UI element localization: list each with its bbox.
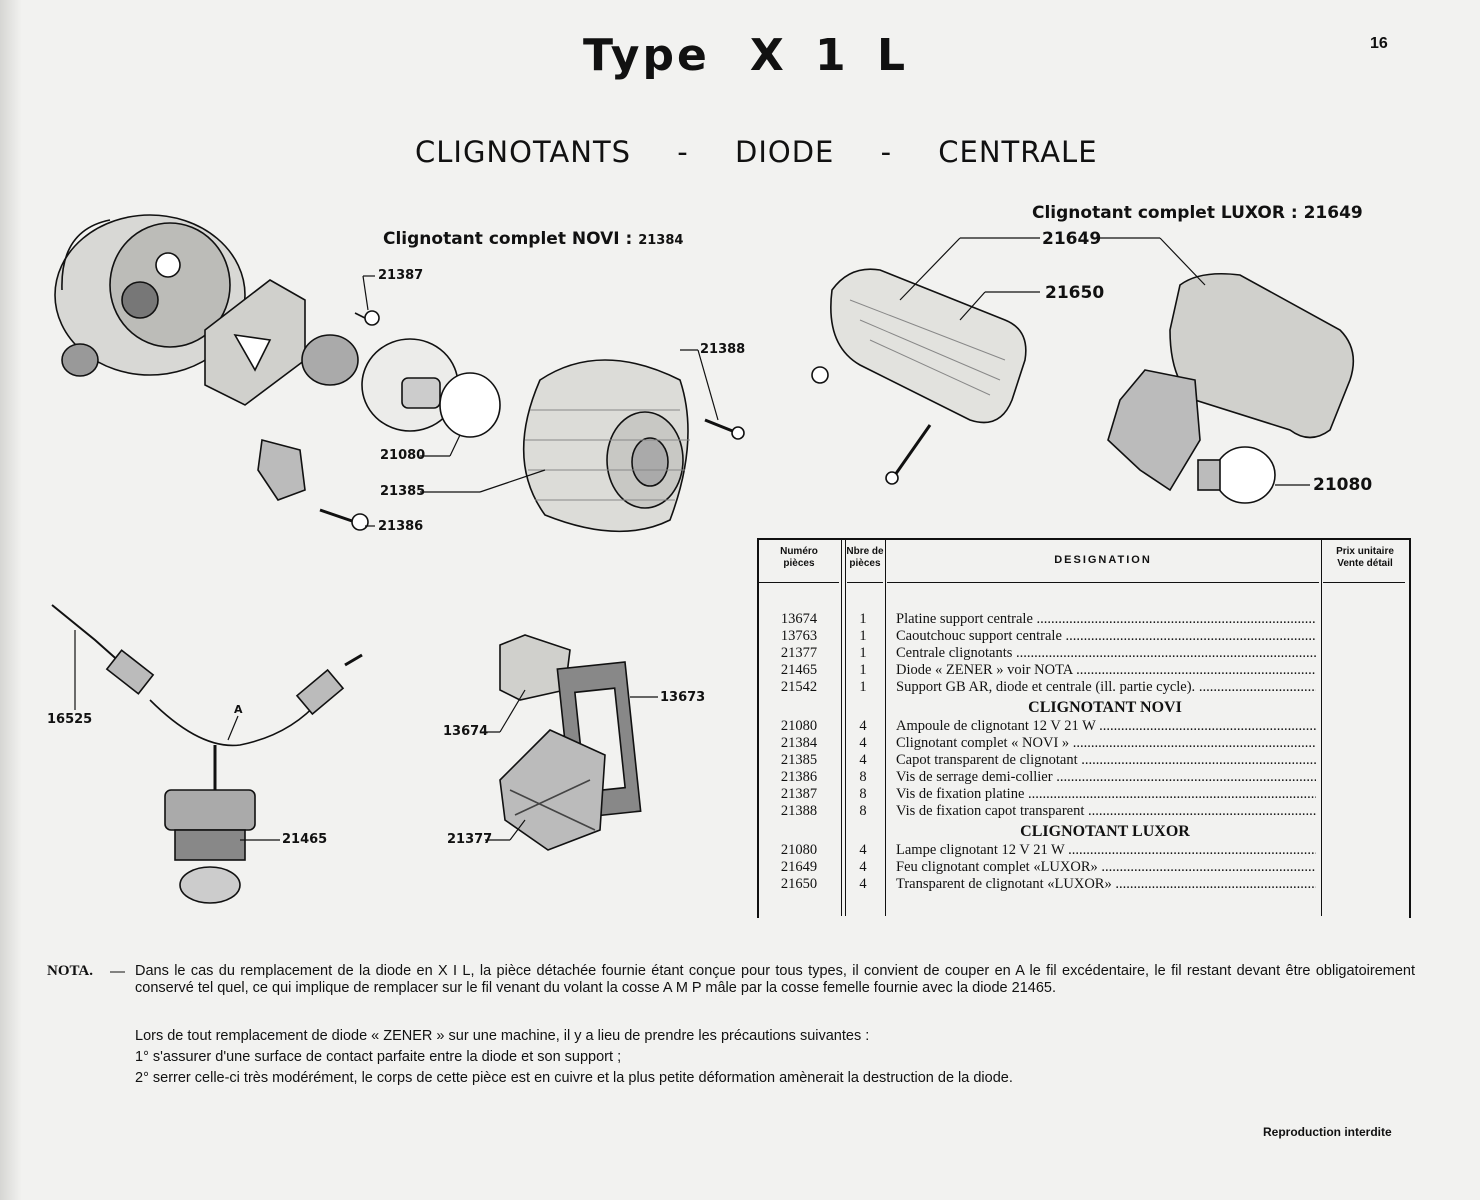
header-price-line1: Prix unitaire bbox=[1336, 546, 1394, 557]
row-designation: Lampe clignotant 12 V 21 W ..... bbox=[896, 842, 1316, 859]
table-row bbox=[757, 842, 1407, 859]
row-ref: 21542 bbox=[780, 679, 818, 695]
row-qty: 1 bbox=[859, 628, 867, 644]
callout-21650: 21650 bbox=[1045, 283, 1105, 303]
section-heading-luxor: CLIGNOTANT LUXOR bbox=[1020, 823, 1190, 840]
row-qty: 1 bbox=[859, 679, 867, 695]
table-header-rule bbox=[759, 582, 839, 583]
row-qty: 1 bbox=[859, 611, 867, 627]
header-qty bbox=[843, 546, 887, 570]
header-designation: DESIGNATION bbox=[1054, 554, 1152, 566]
title-model: X 1 L bbox=[749, 30, 914, 81]
row-designation: Diode « ZENER » voir NOTA ..... bbox=[896, 662, 1316, 679]
centrale-drawing bbox=[500, 635, 641, 850]
row-ref: 21080 bbox=[780, 718, 818, 734]
row-designation: Feu clignotant complet «LUXOR» ..... bbox=[896, 859, 1316, 876]
row-qty: 4 bbox=[859, 859, 867, 875]
callout-21386: 21386 bbox=[378, 519, 424, 534]
novi-caption bbox=[383, 229, 683, 249]
header-price-line2: Vente détail bbox=[1337, 558, 1393, 569]
row-ref: 21465 bbox=[780, 662, 818, 678]
callout-21649: 21649 bbox=[1042, 229, 1102, 249]
callout-21387: 21387 bbox=[378, 268, 424, 283]
table-row bbox=[757, 679, 1407, 696]
header-ref-line1: Numéro bbox=[780, 546, 818, 557]
novi-caption-number: 21384 bbox=[638, 233, 684, 248]
row-ref: 21650 bbox=[780, 876, 818, 892]
table-row bbox=[757, 628, 1407, 645]
row-designation: Caoutchouc support centrale ..... bbox=[896, 628, 1316, 645]
row-designation: Platine support centrale ..... bbox=[896, 611, 1316, 628]
screw-21388-drawing bbox=[705, 420, 744, 439]
row-ref: 21385 bbox=[780, 752, 818, 768]
table-row bbox=[757, 752, 1407, 769]
row-ref: 13763 bbox=[780, 628, 818, 644]
nota-text: Dans le cas du remplacement de la diode en X I L, la pièce détachée fournie étant conçue pour tous types, il convient de couper en A le fil excédentaire, le fil restant devant être obligatoirement conservé tel quel, ce qui implique de remplacer sur le fil venant du volant la cosse A M P mâle par la cosse femelle fournie avec la diode 21465. bbox=[135, 963, 1415, 996]
diode-assembly-drawing bbox=[52, 605, 362, 903]
row-qty: 8 bbox=[859, 803, 867, 819]
table-header-rule bbox=[887, 582, 1319, 583]
row-designation: Transparent de clignotant «LUXOR» ..... bbox=[896, 876, 1316, 893]
luxor-housing-drawing bbox=[1108, 274, 1353, 503]
header-qty-line2: pièces bbox=[849, 558, 881, 569]
table-header-rule bbox=[1323, 582, 1405, 583]
header-ref-line2: pièces bbox=[783, 558, 815, 569]
table-row bbox=[757, 645, 1407, 662]
row-qty: 1 bbox=[859, 645, 867, 661]
callout-21080-luxor: 21080 bbox=[1313, 475, 1373, 495]
row-ref: 21388 bbox=[780, 803, 818, 819]
row-ref: 13674 bbox=[780, 611, 818, 627]
header-ref bbox=[761, 546, 837, 570]
table-row bbox=[757, 769, 1407, 786]
row-designation: Ampoule de clignotant 12 V 21 W ..... bbox=[896, 718, 1316, 735]
nota-dash: — bbox=[110, 963, 125, 980]
row-ref: 21386 bbox=[780, 769, 818, 785]
subtitle-centrale: CENTRALE bbox=[938, 135, 1098, 169]
precautions-intro: Lors de tout remplacement de diode « ZENER » sur une machine, il y a lieu de prendre les précautions suivantes : bbox=[135, 1028, 870, 1044]
screw-21387-drawing bbox=[355, 311, 379, 325]
row-designation: Centrale clignotants ..... bbox=[896, 645, 1316, 662]
table-row bbox=[757, 786, 1407, 803]
precaution-1: 1° s'assurer d'une surface de contact parfaite entre la diode et son support ; bbox=[135, 1049, 622, 1065]
row-qty: 4 bbox=[859, 752, 867, 768]
row-qty: 8 bbox=[859, 786, 867, 802]
precaution-2: 2° serrer celle-ci très modérément, le corps de cette pièce est en cuivre et la plus petite déformation amènerait la destruction de la diode. bbox=[135, 1070, 1013, 1086]
section-heading-novi: CLIGNOTANT NOVI bbox=[1028, 699, 1182, 716]
callout-21388: 21388 bbox=[700, 342, 746, 357]
subtitle-clignotants: CLIGNOTANTS bbox=[415, 135, 632, 169]
row-qty: 4 bbox=[859, 876, 867, 892]
subtitle-diode: DIODE bbox=[734, 135, 835, 169]
row-ref: 21649 bbox=[780, 859, 818, 875]
table-header-rule bbox=[847, 582, 883, 583]
row-designation: Vis de fixation platine ..... bbox=[896, 786, 1316, 803]
header-price bbox=[1323, 546, 1407, 570]
screw-21386-drawing bbox=[320, 510, 368, 530]
title-prefix: Type bbox=[583, 30, 710, 81]
table-row bbox=[757, 859, 1407, 876]
row-ref: 21387 bbox=[780, 786, 818, 802]
header-qty-line1: Nbre de bbox=[846, 546, 884, 557]
callout-21377: 21377 bbox=[447, 832, 493, 847]
row-qty: 4 bbox=[859, 842, 867, 858]
row-designation: Vis de serrage demi-collier ..... bbox=[896, 769, 1316, 786]
row-designation: Vis de fixation capot transparent ..... bbox=[896, 803, 1316, 820]
table-row bbox=[757, 803, 1407, 820]
callout-13674: 13674 bbox=[443, 724, 489, 739]
row-ref: 21384 bbox=[780, 735, 818, 751]
callout-21465: 21465 bbox=[282, 832, 328, 847]
clamp-drawing bbox=[258, 440, 305, 500]
row-designation: Clignotant complet « NOVI » ..... bbox=[896, 735, 1316, 752]
subtitle-separator-2: - bbox=[880, 135, 893, 169]
luxor-lens-drawing bbox=[812, 269, 1026, 484]
row-qty: 8 bbox=[859, 769, 867, 785]
parts-table bbox=[757, 538, 1413, 916]
novi-caption-text: Clignotant complet NOVI : bbox=[383, 229, 633, 249]
row-qty: 4 bbox=[859, 735, 867, 751]
callout-21385: 21385 bbox=[380, 484, 426, 499]
table-row bbox=[757, 718, 1407, 735]
callout-21080-novi: 21080 bbox=[380, 448, 426, 463]
callout-a: A bbox=[234, 703, 243, 716]
subtitle-separator-1: - bbox=[677, 135, 689, 169]
row-designation: Capot transparent de clignotant ..... bbox=[896, 752, 1316, 769]
table-row bbox=[757, 735, 1407, 752]
luxor-caption: Clignotant complet LUXOR : 21649 bbox=[1032, 203, 1363, 223]
novi-lens-drawing bbox=[524, 360, 690, 531]
callout-13673: 13673 bbox=[660, 690, 706, 705]
page-number: 16 bbox=[1370, 35, 1388, 52]
nota-label: NOTA. bbox=[47, 963, 93, 979]
table-body bbox=[757, 611, 1407, 893]
row-ref: 21080 bbox=[780, 842, 818, 858]
reproduction-notice: Reproduction interdite bbox=[1263, 1125, 1392, 1139]
callout-16525: 16525 bbox=[47, 712, 93, 727]
table-row bbox=[757, 876, 1407, 893]
row-qty: 1 bbox=[859, 662, 867, 678]
table-row bbox=[757, 611, 1407, 628]
table-row bbox=[757, 662, 1407, 679]
row-designation: Support GB AR, diode et centrale (ill. partie cycle). ..... bbox=[896, 679, 1316, 696]
row-ref: 21377 bbox=[780, 645, 818, 661]
row-qty: 4 bbox=[859, 718, 867, 734]
